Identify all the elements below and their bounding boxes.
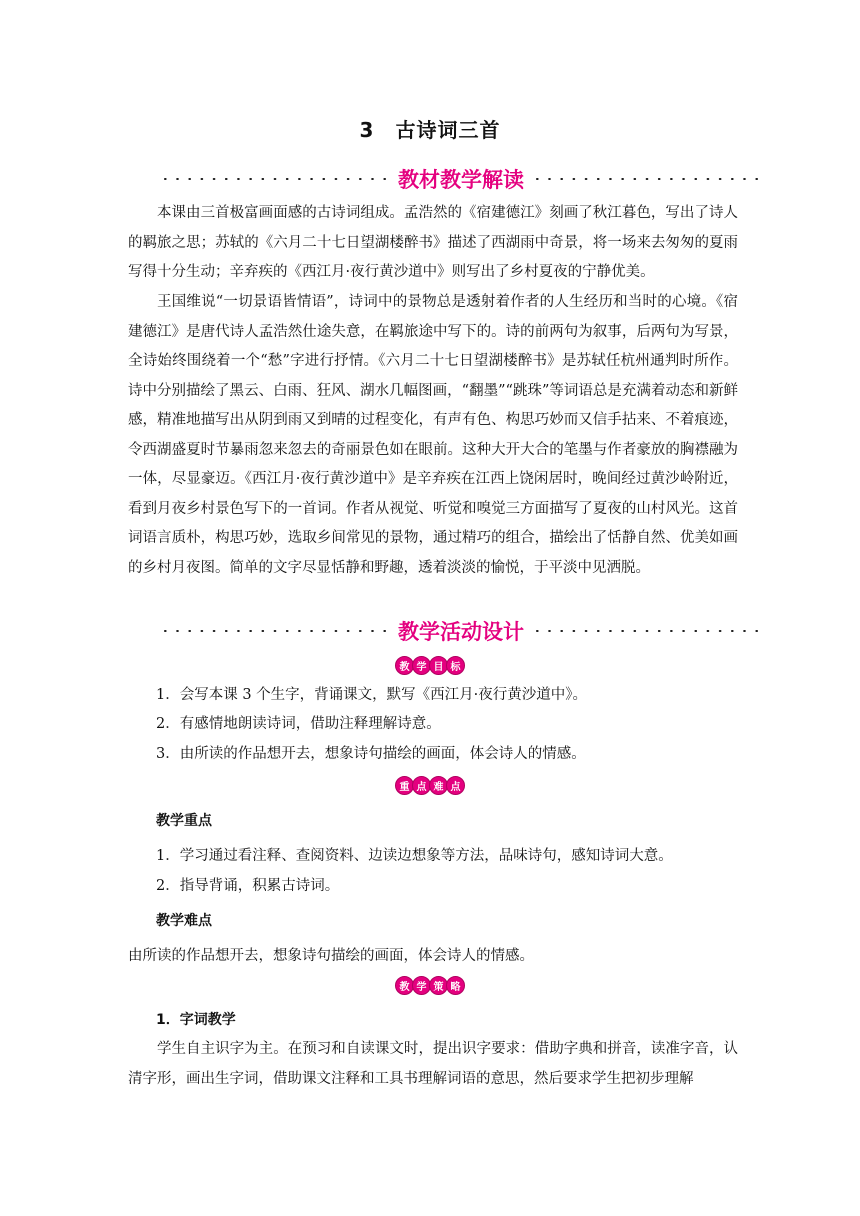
dotted-divider (156, 630, 394, 632)
badge-char: 教 (395, 976, 414, 995)
badge-teaching-strategy (0, 976, 860, 995)
goal-item-3: 3．由所读的作品想开去，想象诗句描绘的画面，体会诗人的情感。 (156, 746, 586, 762)
badge-char: 点 (446, 776, 465, 795)
interpretation-paragraph-2: 王国维说“一切景语皆情语”，诗词中的景物总是透射着作者的人生经历和当时的心境。《宿建德江》是唐代诗人孟浩然仕途失意，在羁旅途中写下的。诗的前两句为叙事，后两句为写景，全诗始终围绕着一个“愁”字进行抒情。《六月二十七日望湖楼醉书》是苏轼任杭州通判时所作。诗中分别描绘了黑云、白雨、狂风、湖水几幅图画，“翻墨”“跳珠”等词语总是充满着动态和新鲜感，精准地描写出从阴到雨又到晴的过程变化，有声有色、构思巧妙而又信手拈来、不着痕迹，令西湖盛夏时节暴雨忽来忽去的奇丽景色如在眼前。这种大开大合的笔墨与作者豪放的胸襟融为一体，尽显豪迈。《西江月·夜行黄沙道中》是辛弃疾在江西上饶闲居时，晚间经过黄沙岭附近，看到月夜乡村景色写下的一首词。作者从视觉、听觉和嗅觉三方面描写了夏夜的山村风光。这首词语言质朴，构思巧妙，选取乡间常见的景物，通过精巧的组合，描绘出了恬静自然、优美如画的乡村月夜图。简单的文字尽显恬静和野趣，透着淡淡的愉悦，于平淡中见洒脱。 (128, 294, 738, 576)
key-point-item-1: 1．学习通过看注释、查阅资料、边读边想象等方法，品味诗句，感知诗词大意。 (156, 848, 673, 864)
page-title: 3 古诗词三首 (359, 118, 501, 142)
badge-char: 策 (429, 976, 448, 995)
key-point-item-2: 2．指导背诵，积累古诗词。 (156, 878, 340, 894)
section-title-design: 教学活动设计 (398, 620, 524, 644)
dotted-divider (528, 178, 766, 180)
strategy-heading: 1．字词教学 (156, 1012, 236, 1028)
section-banner-interpretation (156, 164, 766, 194)
goal-item-2: 2．有感情地朗读诗词，借助注释理解诗意。 (156, 716, 441, 732)
section-banner-design (156, 616, 766, 646)
badge-char: 略 (446, 976, 465, 995)
badge-key-points (0, 776, 860, 795)
badge-char: 标 (446, 656, 465, 675)
badge-char: 重 (395, 776, 414, 795)
badge-char: 目 (429, 656, 448, 675)
difficulty-text: 由所读的作品想开去，想象诗句描绘的画面，体会诗人的情感。 (128, 948, 534, 964)
interpretation-paragraph-1: 本课由三首极富画面感的古诗词组成。孟浩然的《宿建德江》刻画了秋江暮色，写出了诗人的羁旅之思；苏轼的《六月二十七日望湖楼醉书》描述了西湖雨中奇景，将一场来去匆匆的夏雨写得十分生动；辛弃疾的《西江月·夜行黄沙道中》则写出了乡村夏夜的宁静优美。 (128, 205, 738, 280)
dotted-divider (528, 630, 766, 632)
strategy-paragraph: 学生自主识字为主。在预习和自读课文时，提出识字要求：借助字典和拼音，读准字音，认清字形，画出生字词，借助课文注释和工具书理解词语的意思，然后要求学生把初步理解 (128, 1041, 738, 1087)
badge-char: 学 (412, 976, 431, 995)
key-points-heading: 教学重点 (156, 813, 212, 829)
badge-char: 学 (412, 656, 431, 675)
badge-char: 教 (395, 656, 414, 675)
difficulty-heading: 教学难点 (156, 913, 212, 929)
section-title-interpretation: 教材教学解读 (398, 168, 524, 192)
badge-teaching-goals (0, 656, 860, 675)
dotted-divider (156, 178, 394, 180)
goal-item-1: 1．会写本课 3 个生字，背诵课文，默写《西江月·夜行黄沙道中》。 (156, 687, 588, 703)
badge-char: 点 (412, 776, 431, 795)
badge-char: 难 (429, 776, 448, 795)
